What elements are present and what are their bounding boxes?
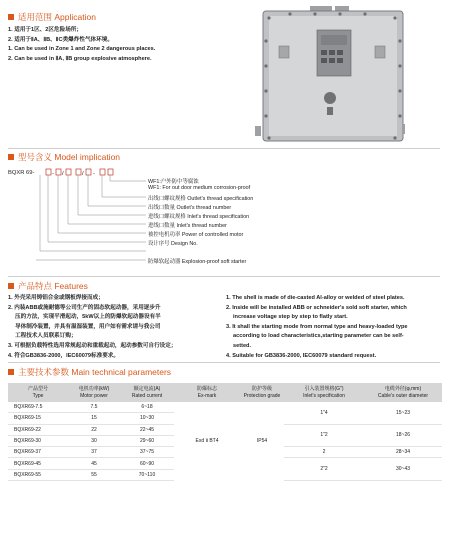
cell-current: 29~60 [120,435,174,446]
list-item: 工程技术人员联系订购； [15,333,77,340]
cell-type: BQXR69-15 [8,413,68,424]
tech-heading [8,366,171,378]
product-cabinet-image [255,6,405,146]
cell-power: 55 [68,469,120,480]
cell-power: 45 [68,458,120,469]
tech-title: 主要技术参数 Main technical parameters [18,367,172,377]
model-line-3: 出线口螺纹规格 Outlet's thread specification [148,196,254,202]
cell-inlet: 1"4 [284,402,364,424]
cell-current: 10~30 [120,413,174,424]
cell-cable: 28~34 [364,447,442,458]
cell-current: 6~18 [120,402,174,413]
features-heading [8,280,88,292]
model-line-2: WF1: For out door medium corrosion-proof [148,185,251,191]
cell-inlet: 2 [284,447,364,458]
model-line-9: 防爆软起动器 Explosion-proof soft starter [148,259,247,265]
cell-current: 22~45 [120,424,174,435]
cell-current: 70~110 [120,469,174,480]
cell-cable: 15~23 [364,402,442,424]
column-header: 防护等级 Protection grade [240,383,284,402]
bullet-square-icon [8,14,14,20]
list-item: 2. 内装ABB或施耐德等公司生产的固态软起动器，采用逐步升 [8,304,161,311]
model-line-4: 出线口数量 Outlet's thread number [148,205,232,211]
list-item: 4. Suitable for GB3836-2000, IEC60079 standard request. [226,352,377,359]
application-heading [8,11,96,23]
cell-power: 30 [68,435,120,446]
column-header: 额定电流(A) Rated current [120,383,174,402]
bullet-square-icon [8,369,14,375]
cell-exmark: Exd Ⅱ BT4 [195,438,219,445]
list-item: 2. 适用于ⅡA、ⅡB、ⅡC类爆炸性气体环境。 [8,36,113,43]
cell-type: BQXR69-30 [8,435,68,446]
column-header: 防爆标志 Ex-mark [174,383,240,402]
cell-power: 7.5 [68,402,120,413]
model-line-8: 设计序号 Design No. [148,241,198,247]
application-title: 适用范围 Application [18,12,96,22]
tech-table [8,383,442,481]
cell-current: 60~90 [120,458,174,469]
cell-type: BQXR69-45 [8,458,68,469]
list-item: 1. 外壳采用铸铝合金或钢板焊接而成； [8,295,104,301]
list-item: 1. The shell is made of die-casted Al-alloy or welded of steel plates. [226,295,405,301]
model-line-5: 进线口螺纹规格 Inlet's thread specification [148,214,250,220]
svg-text:-: - [93,171,95,177]
cell-type: BQXR69-7.5 [8,402,68,413]
features-left-list [8,294,176,361]
model-heading [8,151,120,163]
application-list [8,26,155,64]
cell-power: 22 [68,424,120,435]
model-line-1: WF1:户外防中等腐蚀 [148,179,199,185]
cell-protection: IP54 [256,438,268,445]
divider [8,148,440,149]
cell-power: 15 [68,413,120,424]
table-header-row [8,383,442,402]
column-header: 电缆外径(φ,mm) Cable's outer diameter [364,383,442,402]
cell-cable: 18~26 [364,424,442,447]
model-code [8,170,34,176]
cell-current: 37~75 [120,447,174,458]
cell-type: BQXR69-22 [8,424,68,435]
list-item: 4. 符合GB3836-2000，IEC60079标准要求。 [8,352,119,359]
column-header: 电机功率(kW) Motor power [68,383,120,402]
cell-inlet: 1"2 [284,424,364,447]
list-item: increase voltage step by step to flatly start. [233,314,348,321]
bullet-square-icon [8,154,14,160]
svg-text:-: - [52,171,54,177]
list-item: 2. Can be used in ⅡA, ⅡB group explosive atmosphere. [8,55,152,62]
bullet-square-icon [8,283,14,289]
model-title: 型号含义 Model implication [18,152,121,162]
list-item: 1. Can be used in Zone 1 and Zone 2 dangerous places. [8,46,156,53]
list-item: 3. 可根据负载特性选用常规起动和重载起动，起动参数可自行设定； [8,342,177,349]
svg-text:/: / [82,171,84,177]
cell-cable: 30~43 [364,458,442,481]
model-code-diagram [36,165,154,275]
column-header: 产品型号 Type [8,383,68,402]
table-row [8,402,442,413]
list-item: 压的方法，实现平滑起动，5kW以上的防爆软起动器设有半 [15,314,161,321]
model-code-prefix: BQXR 69- [8,170,35,176]
features-right-list [226,294,408,361]
column-header: 引入装置规格(G") Inlet's specification [284,383,364,402]
list-item: setted. [233,342,252,349]
divider [8,276,440,277]
list-item: 导体制冷装置，并具有温湿装置，用户如有需求请与我公司 [15,323,161,330]
model-line-6: 进线口数量 Inlet's thread number [148,223,227,229]
list-item: 3. It shall the starting mode from normal type and heavy-loaded type [226,323,408,330]
svg-text:/: / [62,171,64,177]
cell-inlet: 2"2 [284,458,364,481]
features-title: 产品特点 Features [18,281,88,291]
cell-type: BQXR69-37 [8,447,68,458]
divider [8,362,440,363]
list-item: according to load characteristics,starting parameter can be self- [233,333,404,340]
cell-power: 37 [68,447,120,458]
cell-type: BQXR69-55 [8,469,68,480]
list-item: 1. 适用于1区、2区危险场所； [8,27,82,33]
model-line-7: 被控电机功率 Power of controlled motor [148,232,244,238]
list-item: 2. Inside will be installed ABB or schneider's sold soft starter, which [226,304,407,311]
